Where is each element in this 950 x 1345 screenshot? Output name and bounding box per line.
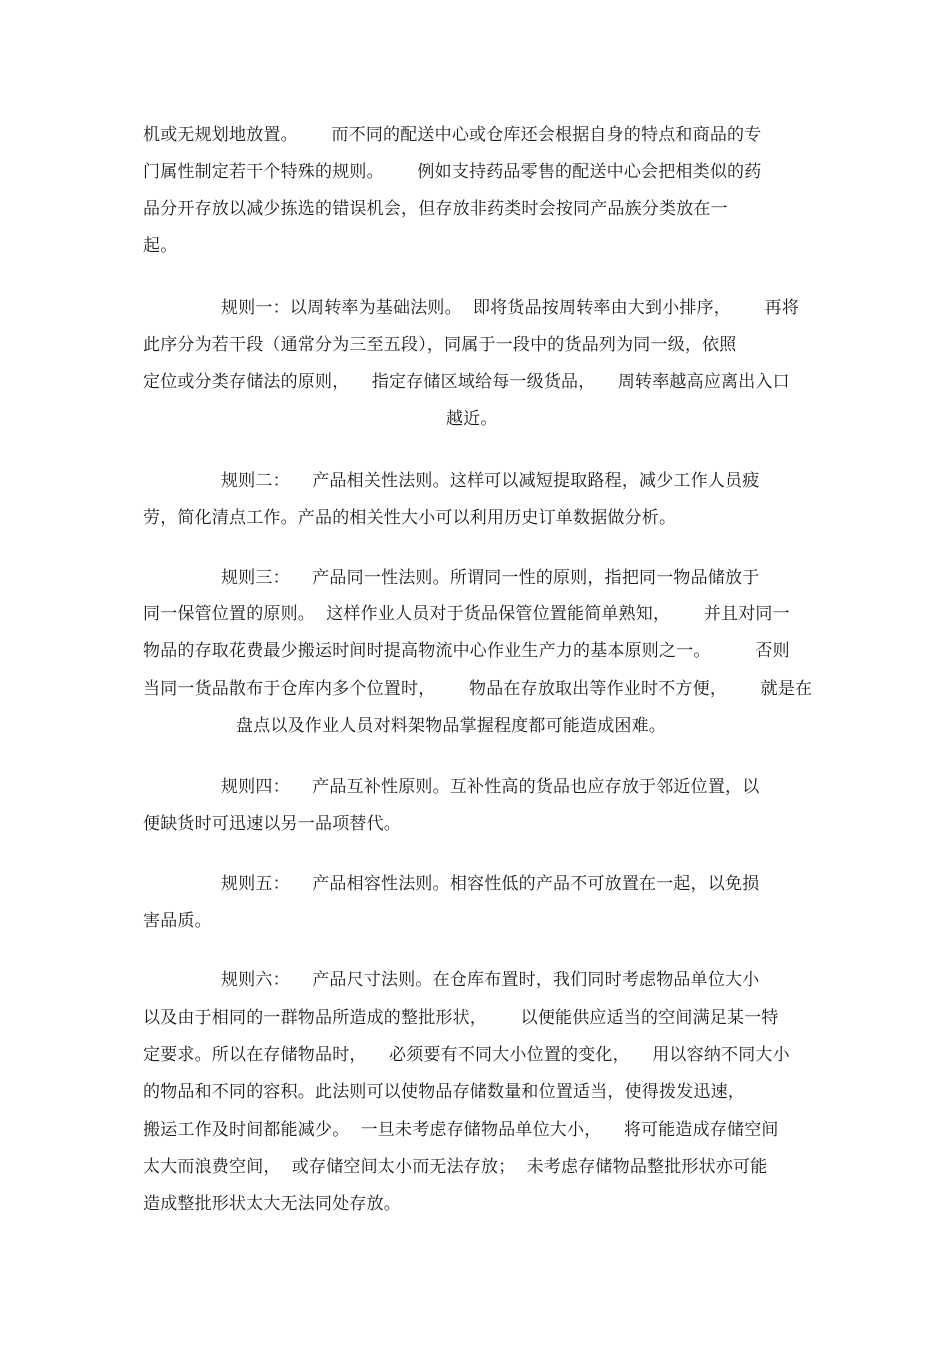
rule4-line-2: 便缺货时可迅速以另一品项替代。	[143, 814, 401, 834]
rule6-line-1: 规则六： 产品尺寸法则。在仓库布置时，我们同时考虑物品单位大小	[221, 970, 760, 990]
rule6-line-5: 搬运工作及时间都能减少。 一旦未考虑存储物品单位大小， 将可能造成存储空间	[143, 1120, 779, 1140]
rule5-line-1: 规则五： 产品相容性法则。相容性低的产品不可放置在一起，以免损	[221, 874, 760, 894]
rule3-line-2: 同一保管位置的原则。 这样作业人员对于货品保管位置能简单熟知， 并且对同一	[143, 604, 790, 624]
rule6-line-2: 以及由于相同的一群物品所造成的整批形状， 以便能供应适当的空间满足某一特	[143, 1008, 779, 1028]
intro-line-3: 品分开存放以减少拣选的错误机会，但存放非药类时会按同产品族分类放在一	[143, 199, 728, 219]
intro-line-1: 机或无规划地放置。 而不同的配送中心或仓库还会根据自身的特点和商品的专	[143, 125, 762, 145]
rule6-line-4: 的物品和不同的容积。此法则可以使物品存储数量和位置适当，使得拨发迅速，	[143, 1082, 745, 1102]
rule1-line-1: 规则一：以周转率为基础法则。 即将货品按周转率由大到小排序， 再将	[221, 298, 800, 318]
rule3-line-3: 物品的存取花费最少搬运时间时提高物流中心作业生产力的基本原则之一。 否则	[143, 641, 790, 661]
rule3-line-5: 盘点以及作业人员对料架物品掌握程度都可能造成困难。	[236, 716, 666, 736]
intro-line-4: 起。	[143, 236, 178, 256]
rule6-line-7: 造成整批形状太大无法同处存放。	[143, 1194, 401, 1214]
rule2-line-2: 劳，简化清点工作。产品的相关性大小可以利用历史订单数据做分析。	[143, 508, 677, 528]
rule3-line-1: 规则三： 产品同一性法则。所谓同一性的原则，指把同一物品储放于	[221, 568, 760, 588]
rule1-line-3: 定位或分类存储法的原则， 指定存储区域给每一级货品， 周转率越高应离出入口	[143, 372, 790, 392]
rule1-line-2: 此序分为若干段（通常分为三至五段），同属于一段中的货品列为同一级，依照	[143, 335, 737, 355]
rule3-line-4: 当同一货品散布于仓库内多个位置时， 物品在存放取出等作业时不方便， 就是在	[143, 679, 813, 699]
intro-line-2: 门属性制定若干个特殊的规则。 例如支持药品零售的配送中心会把相类似的药	[143, 162, 762, 182]
rule2-line-1: 规则二： 产品相关性法则。这样可以减短提取路程，减少工作人员疲	[221, 471, 760, 491]
rule6-line-3: 定要求。所以在存储物品时， 必须要有不同大小位置的变化， 用以容纳不同大小	[143, 1045, 790, 1065]
rule1-line-4: 越近。	[446, 409, 498, 429]
rule5-line-2: 害品质。	[143, 911, 212, 931]
rule6-line-6: 太大而浪费空间， 或存储空间太小而无法存放； 未考虑存储物品整批形状亦可能	[143, 1157, 768, 1177]
rule4-line-1: 规则四： 产品互补性原则。互补性高的货品也应存放于邻近位置，以	[221, 777, 760, 797]
